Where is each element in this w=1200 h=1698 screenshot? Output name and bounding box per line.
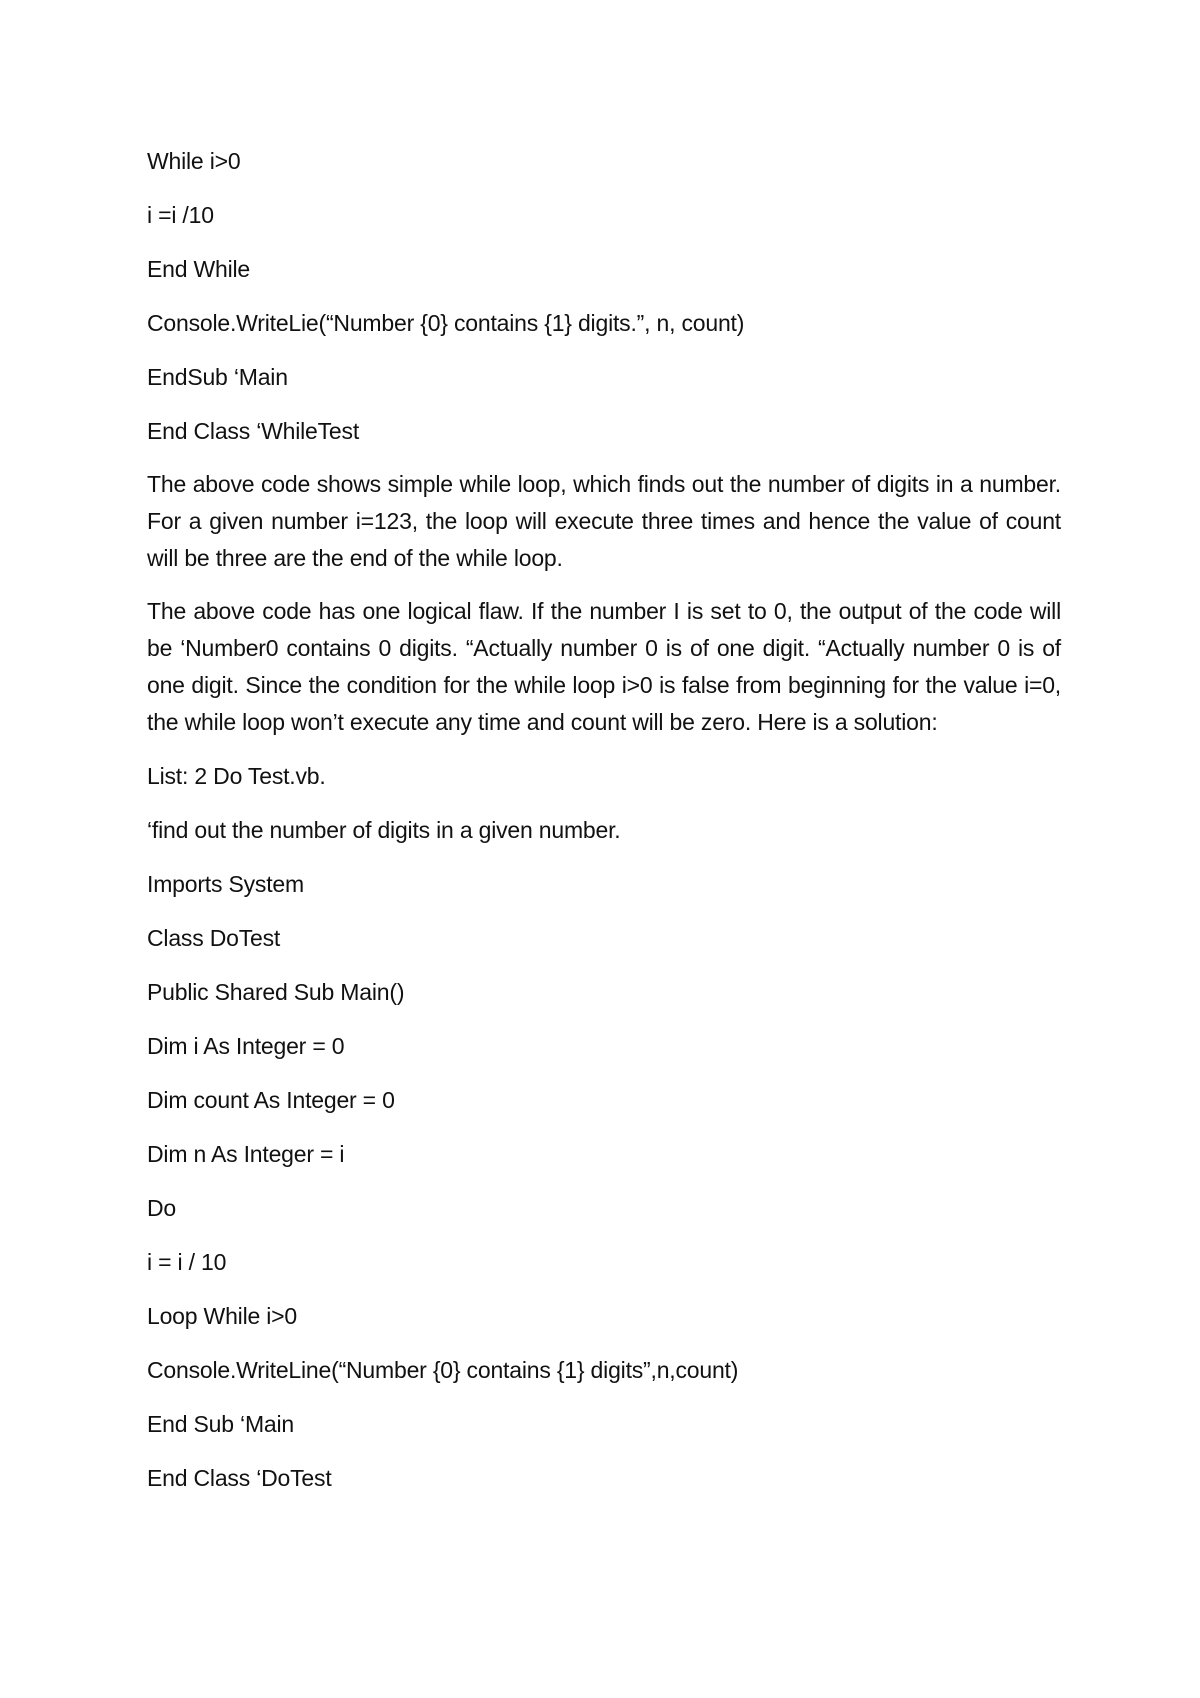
paragraph-logical-flaw: The above code has one logical flaw. If the number I is set to 0, the output of the code will be ‘Number0 contains 0 digits. “Actually number 0 is of one digit. “Actually number 0 is of one digit. Since the condition for the while loop i>0 is false from beginning for the value i=0, the while loop won’t execute any time and count will be zero. Here is a solution: [147, 598, 1061, 735]
code-line: Dim n As Integer = i [147, 1141, 345, 1167]
code-line: Dim count As Integer = 0 [147, 1087, 395, 1113]
code-line: End While [147, 256, 251, 282]
code-line: Loop While i>0 [147, 1303, 297, 1329]
code-line: i = i / 10 [147, 1249, 227, 1275]
code-line: Class DoTest [147, 925, 281, 951]
code-line: While i>0 [147, 148, 241, 174]
code-line: Dim i As Integer = 0 [147, 1033, 345, 1059]
code-line: ‘find out the number of digits in a given number. [147, 817, 621, 843]
code-line: End Class ‘DoTest [147, 1465, 332, 1491]
code-line: EndSub ‘Main [147, 364, 288, 390]
code-line: Public Shared Sub Main() [147, 979, 405, 1005]
code-line: Console.WriteLie(“Number {0} contains {1} digits.”, n, count) [147, 310, 745, 336]
listing-title: List: 2 Do Test.vb. [147, 763, 326, 789]
code-line: End Sub ‘Main [147, 1411, 294, 1437]
paragraph-explanation: The above code shows simple while loop, which finds out the number of digits in a number. For a given number i=123, the loop will execute three times and hence the value of count will be three are the end of the while loop. [147, 471, 1061, 571]
code-line: Do [147, 1195, 177, 1221]
code-line: i =i /10 [147, 202, 214, 228]
code-line: Imports System [147, 871, 304, 897]
code-line: Console.WriteLine(“Number {0} contains {1} digits”,n,count) [147, 1357, 739, 1383]
document-content [147, 142, 1061, 1513]
code-line: End Class ‘WhileTest [147, 418, 360, 444]
